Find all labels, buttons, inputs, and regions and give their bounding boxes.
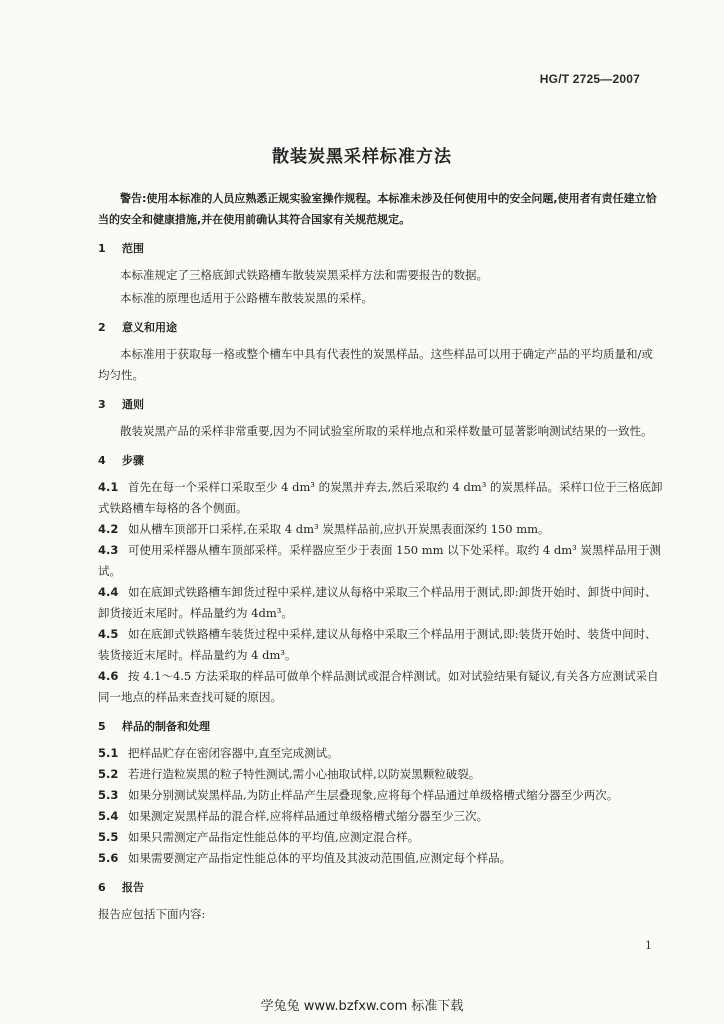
clause-text: 按 4.1～4.5 方法采取的样品可做单个样品测试或混合样测试。如对试验结果有疑议,有关各方应测试采自同一地点的样品来查找可疑的原因。 xyxy=(98,669,659,704)
section-heading xyxy=(98,317,664,338)
section-procedure xyxy=(98,450,664,708)
clause-text: 把样品贮存在密闭容器中,直至完成测试。 xyxy=(128,746,339,760)
clause xyxy=(98,519,664,540)
section-heading xyxy=(98,716,664,737)
section-number: 5 xyxy=(98,720,106,733)
section-title: 样品的制备和处理 xyxy=(122,720,210,733)
safety-warning: 警告:使用本标准的人员应熟悉正规实验室操作规程。本标准未涉及任何使用中的安全问题,使用者有责任建立恰当的安全和健康措施,并在使用前确认其符合国家有关规范规定。 xyxy=(98,192,657,226)
clause-number: 4.1 xyxy=(98,480,119,494)
section-sample-preparation xyxy=(98,716,664,869)
clause xyxy=(98,827,664,848)
document-title: 散装炭黑采样标准方法 xyxy=(272,147,452,167)
section-title: 通则 xyxy=(122,398,144,411)
clause xyxy=(98,743,664,764)
clause xyxy=(98,624,664,666)
paragraph: 本标准规定了三格底卸式铁路槽车散装炭黑采样方法和需要报告的数据。 xyxy=(120,268,488,282)
section-heading xyxy=(98,450,664,471)
clause-text: 首先在每一个采样口采取至少 4 dm³ 的炭黑并弃去,然后采取约 4 dm³ 的炭黑样品。采样口位于三格底卸式铁路槽车每格的各个侧面。 xyxy=(98,480,663,515)
section-number: 4 xyxy=(98,454,106,467)
section-number: 2 xyxy=(98,321,106,334)
section-number: 6 xyxy=(98,881,106,894)
clause xyxy=(98,806,664,827)
clause-number: 5.2 xyxy=(98,767,119,781)
section-heading xyxy=(98,238,664,259)
section-title: 步骤 xyxy=(122,454,144,467)
clause-number: 5.4 xyxy=(98,809,119,823)
section-significance xyxy=(98,317,664,386)
section-scope xyxy=(98,238,664,309)
clause-number: 5.6 xyxy=(98,851,119,865)
paragraph: 本标准用于获取每一格或整个槽车中具有代表性的炭黑样品。这些样品可以用于确定产品的平均质量和/或均匀性。 xyxy=(98,347,653,382)
section-general xyxy=(98,394,664,442)
standard-code: HG/T 2725—2007 xyxy=(539,72,640,86)
clause xyxy=(98,764,664,785)
clause-number: 4.3 xyxy=(98,543,119,557)
clause-text: 若进行造粒炭黑的粒子特性测试,需小心抽取试样,以防炭黑颗粒破裂。 xyxy=(128,767,481,781)
section-number: 3 xyxy=(98,398,106,411)
paragraph: 散装炭黑产品的采样非常重要,因为不同试验室所取的采样地点和采样数量可显著影响测试结果的一致性。 xyxy=(120,424,653,438)
section-title: 范围 xyxy=(122,242,144,255)
clause-text: 如从槽车顶部开口采样,在采取 4 dm³ 炭黑样品前,应扒开炭黑表面深约 150 mm。 xyxy=(128,522,550,536)
clause xyxy=(98,477,664,519)
clause-number: 4.6 xyxy=(98,669,119,683)
paragraph: 报告应包括下面内容: xyxy=(98,907,206,921)
clause xyxy=(98,848,664,869)
paragraph: 本标准的原理也适用于公路槽车散装炭黑的采样。 xyxy=(120,291,373,305)
section-number: 1 xyxy=(98,242,106,255)
clause-text: 如果需要测定产品指定性能总体的平均值及其波动范围值,应测定每个样品。 xyxy=(128,851,512,865)
section-report xyxy=(98,877,664,925)
clause-text: 如在底卸式铁路槽车卸货过程中采样,建议从每格中采取三个样品用于测试,即:卸货开始时、卸货中间时、卸货接近末尾时。样品量约为 4dm³。 xyxy=(98,585,657,620)
section-heading xyxy=(98,877,664,898)
clause-number: 5.3 xyxy=(98,788,119,802)
clause-text: 可使用采样器从槽车顶部采样。采样器应至少于表面 150 mm 以下处采样。取约 4 dm³ 炭黑样品用于测试。 xyxy=(98,543,661,578)
clause-number: 5.5 xyxy=(98,830,119,844)
page-number: 1 xyxy=(645,939,652,952)
clause xyxy=(98,582,664,624)
clause-number: 4.5 xyxy=(98,627,119,641)
clause xyxy=(98,540,664,582)
section-title: 意义和用途 xyxy=(122,321,177,334)
clause-text: 如果分别测试炭黑样品,为防止样品产生层叠现象,应将每个样品通过单级格槽式缩分器至少两次。 xyxy=(128,788,619,802)
document-body xyxy=(98,188,664,927)
footer-watermark: 学兔兔 www.bzfxw.com 标准下载 xyxy=(260,999,464,1014)
clause-number: 4.2 xyxy=(98,522,119,536)
clause xyxy=(98,666,664,708)
section-heading xyxy=(98,394,664,415)
clause-text: 如果只需测定产品指定性能总体的平均值,应测定混合样。 xyxy=(128,830,420,844)
section-title: 报告 xyxy=(122,881,144,894)
clause-number: 5.1 xyxy=(98,746,119,760)
clause-text: 如在底卸式铁路槽车装货过程中采样,建议从每格中采取三个样品用于测试,即:装货开始时、装货中间时、装货接近末尾时。样品量约为 4 dm³。 xyxy=(98,627,657,662)
clause-number: 4.4 xyxy=(98,585,119,599)
clause xyxy=(98,785,664,806)
clause-text: 如果测定炭黑样品的混合样,应将样品通过单级格槽式缩分器至少三次。 xyxy=(128,809,489,823)
